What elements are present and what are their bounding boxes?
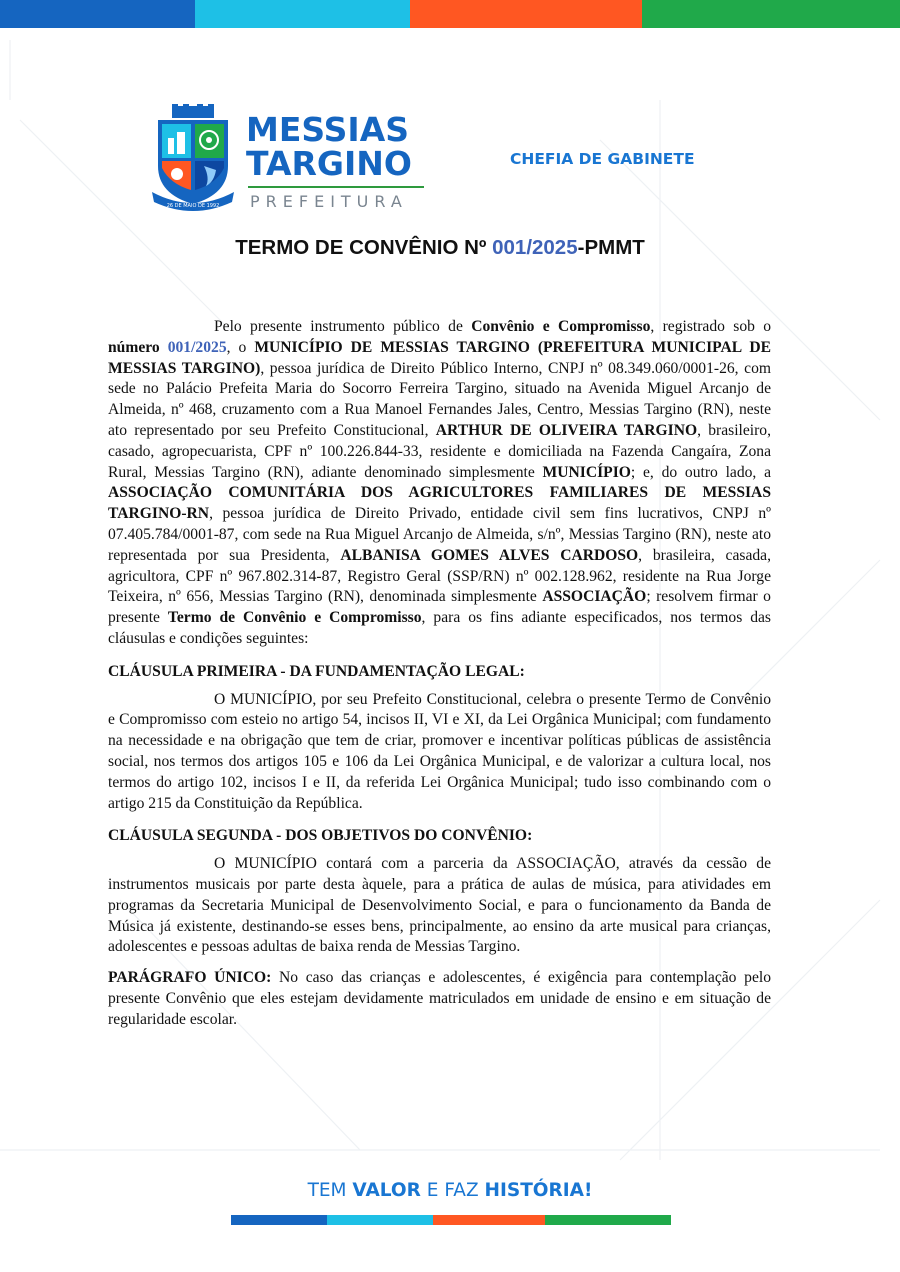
slogan-part: VALOR [352,1180,421,1201]
bold-run: MUNICÍPIO [542,463,631,481]
prefeitura-logo [152,104,442,214]
brand-subtitle: PREFEITURA [250,192,408,211]
crest-ribbon-text: 26 DE MAIO DE 1992 [166,203,220,209]
bold-run: Convênio e Compromisso [471,318,651,335]
text-run: Pelo presente instrumento público de [214,318,472,335]
top-bar-orange [410,0,642,28]
brand-name-line1: MESSIAS [246,110,410,149]
document-title [0,236,880,260]
clause1-text: O MUNICÍPIO, por seu Prefeito Constitucional, celebra o presente Termo de Convênio e Compromisso com esteio no artigo 54, incisos II, VI e XI, da Lei Orgânica Municipal; com fundamento na necessidade e na obrigação que tem de criar, promover e incentivar políticas públicas de assistência social, nos termos dos artigos 105 e 106 da Lei Orgânica Municipal, e de valorizar a cultura local, nos termos do artigo 102, incisos I e II, da referida Lei Orgânica Municipal; tudo isso combinando com o artigo 215 da Constituição da República. [108,690,771,812]
top-color-bar [0,0,900,28]
bottom-bar-blue [231,1215,327,1225]
title-suffix: -PMMT [577,236,645,259]
brand-name-line2: TARGINO [246,144,412,183]
slogan-part: TEM [307,1180,353,1201]
title-number: 001/2025 [492,236,578,259]
text-run [160,339,168,356]
bold-run: ALBANISA GOMES ALVES CARDOSO [340,546,639,564]
bottom-color-bar [231,1215,671,1225]
slogan-part: E FAZ [420,1180,485,1201]
bottom-bar-cyan [327,1215,433,1225]
bottom-bar-orange [433,1215,545,1225]
text-run: , brasileiro, casado, agropecuarista, CPF nº 100.226.844-33, residente e domiciliada na Fazenda Cangaíra, Zona Rural, Messias Targino (RN), adiante denominado simplesmente [108,421,771,481]
municipal-crest-icon [152,104,234,212]
text-run: , registrado sob o [650,318,772,335]
clause2-text: O MUNICÍPIO contará com a parceria da ASSOCIAÇÃO, através da cessão de instrumentos musicais por parte desta àquele, para a prática de aulas de música, para atividades em programas da Secretaria Municipal de Desenvolvimento Social, e para o funcionamento da Banda de Música já existente, destinando-se esses bens, principalmente, ao ensino da arte musical para crianças, adolescentes e pessoas adultas de baixa renda de Messias Targino. [108,855,771,956]
text-run: , brasileira, casada, agricultora, CPF nº 967.802.314-87, Registro Geral (SSP/RN) nº 002.128.962, residente na Rua Jorge Teixeira, nº 656, Messias Targino (RN), denominada simplesmente [108,546,771,606]
preamble-paragraph [108,317,771,650]
bold-run: Termo de Convênio e Compromisso [167,609,422,627]
bold-run: número [108,338,160,356]
clause1-heading: CLÁUSULA PRIMEIRA - DA FUNDAMENTAÇÃO LEGAL: [108,662,525,680]
bold-run: ARTHUR DE OLIVEIRA TARGINO [435,421,698,439]
text-run: , para os fins adiante especificados, nos termos das cláusulas e condições seguintes: [108,609,772,647]
text-run: , o [226,338,255,356]
bold-run: ASSOCIAÇÃO COMUNITÁRIA DOS AGRICULTORES FAMILIARES DE MESSIAS TARGINO-RN [108,484,771,523]
bottom-bar-green [545,1215,671,1225]
title-prefix: TERMO DE CONVÊNIO Nº [235,236,493,259]
text-run: ; e, do outro lado, a [630,463,771,481]
top-bar-green [642,0,900,28]
slogan-part: HISTÓRIA! [484,1180,593,1201]
convenio-number: 001/2025 [167,338,227,356]
paragrafo-unico [108,968,771,1030]
bold-run: MUNICÍPIO DE MESSIAS TARGINO (PREFEITURA MUNICIPAL DE MESSIAS TARGINO) [108,338,771,377]
paragrafo-text: No caso das crianças e adolescentes, é exigência para contemplação pelo presente Convênio que eles estejam devidamente matriculados em unidade de ensino e em situação de regularidade escolar. [108,969,772,1028]
document-body [108,317,771,1031]
footer-slogan [0,1180,900,1201]
department-label: CHEFIA DE GABINETE [510,150,695,168]
bold-run: ASSOCIAÇÃO [542,588,647,606]
paragrafo-label: PARÁGRAFO ÚNICO: [108,969,272,987]
text-run: ; resolvem firmar o presente [108,588,771,627]
text-run: , pessoa jurídica de Direito Privado, entidade civil sem fins lucrativos, CNPJ nº 07.405.784/0001-87, com sede na Rua Miguel Arcanjo de Almeida, s/nº, Messias Targino (RN), neste ato representada por sua Presidenta, [108,505,771,564]
text-run: , pessoa jurídica de Direito Público Interno, CNPJ nº 08.349.060/0001-26, com sede no Palácio Prefeita Maria do Socorro Ferreira Targino, situado na Avenida Miguel Arcanjo de Almeida, nº 468, cruzamento com a Rua Manoel Fernandes Jales, Centro, Messias Targino (RN), neste ato representado por seu Prefeito Constitucional, [108,359,771,439]
brand-divider [248,186,424,188]
top-bar-cyan [195,0,410,28]
top-bar-blue [0,0,195,28]
clause2-heading: CLÁUSULA SEGUNDA - DOS OBJETIVOS DO CONVÊNIO: [108,827,533,845]
